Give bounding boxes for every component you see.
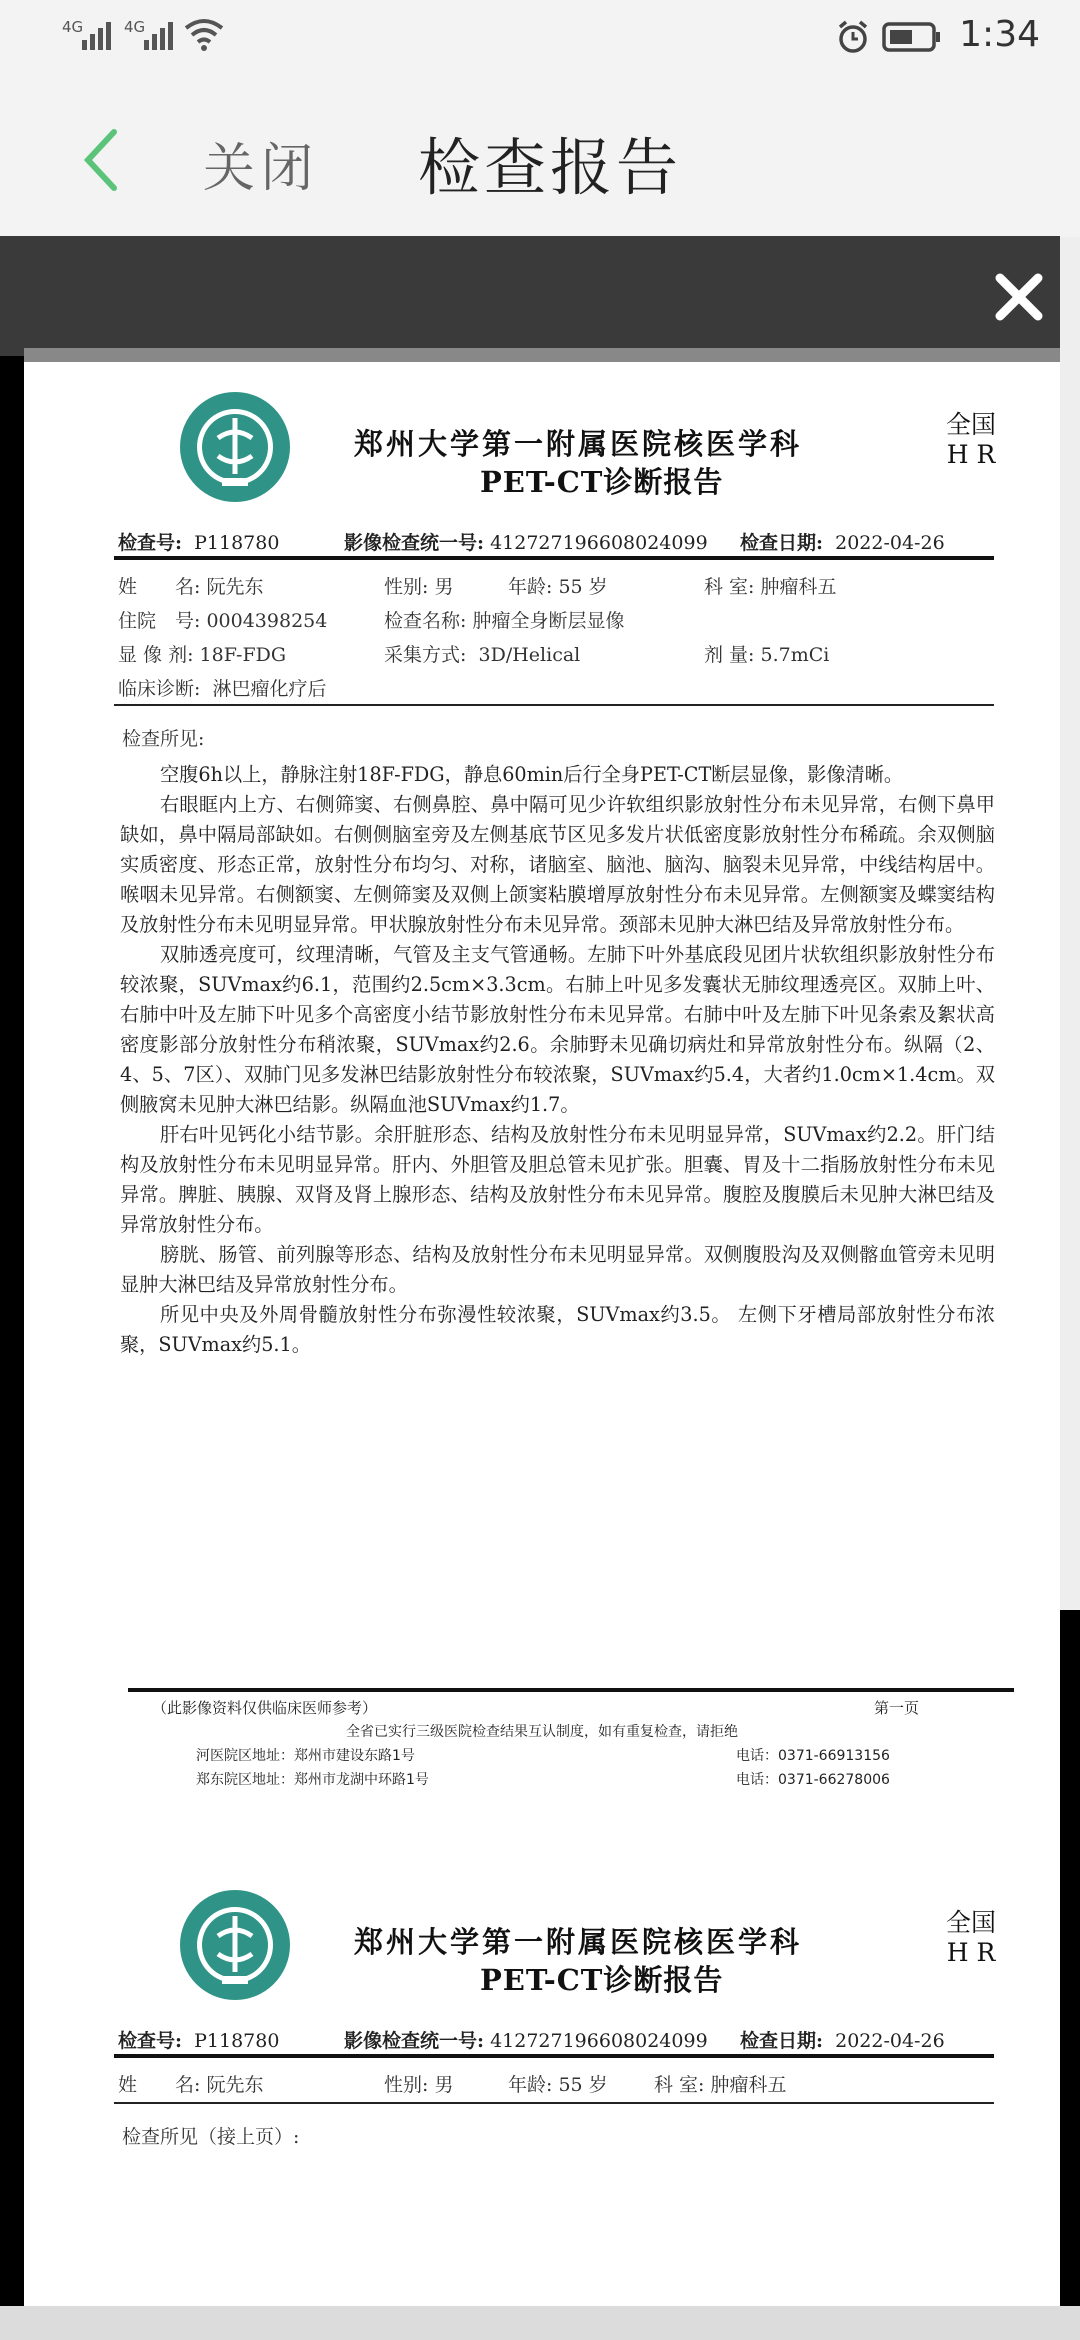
signal-bars-icon (82, 22, 116, 50)
wifi-icon (184, 18, 224, 52)
acquisition-method: 采集方式: 3D/Helical (384, 644, 581, 666)
patient-age-2: 年龄: 55 岁 (508, 2074, 608, 2096)
findings-paragraph: 肝右叶见钙化小结节影。余肝脏形态、结构及放射性分布未见明显异常，SUVmax约2.2。肝门结构及放射性分布未见明显异常。肝内、外胆管及胆总管未见扩张。胆囊、胃及十二指肠放射性分布未见异常。脾脏、胰腺、双肾及肾上腺形态、结构及放射性分布未见异常。腹腔及腹膜后未见肿大淋巴结及异常放射性分布。 (120, 1123, 995, 1236)
findings-label: 检查所见: (122, 728, 205, 750)
findings-paragraph: 所见中央及外周骨髓放射性分布弥漫性较浓聚，SUVmax约3.5。 左侧下牙槽局部放射性分布浓聚，SUVmax约5.1。 (120, 1303, 995, 1356)
department-2: 科 室: 肿瘤科五 (654, 2074, 787, 2096)
imaging-agent: 显 像 剂: 18F-FDG (118, 644, 287, 666)
findings-paragraph: 空腹6h以上，静脉注射18F-FDG，静息60min后行全身PET-CT断层显像，影像清晰。 (160, 763, 904, 786)
findings-paragraph: 右眼眶内上方、右侧筛窦、右侧鼻腔、鼻中隔可见少许软组织影放射性分布未见异常，右侧下鼻甲缺如，鼻中隔局部缺如。右侧侧脑室旁及左侧基底节区见多发片状低密度影放射性分布稀疏。余双侧脑实质密度、形态正常，放射性分布均匀、对称，诸脑室、脑池、脑沟、脑裂未见异常，中线结构居中。喉咽未见异常。右侧额窦、左侧筛窦及双侧上颌窦粘膜增厚放射性分布未见异常。左侧额窦及蝶窦结构及放射性分布未见明显异常。甲状腺放射性分布未见异常。颈部未见肿大淋巴结及异常放射性分布。 (120, 793, 995, 936)
inpatient-no: 住院 号: 0004398254 (118, 610, 328, 632)
report-title-2: PET-CT诊断报告 (480, 1963, 724, 1997)
exam-no-2: 检查号: P118780 (118, 2030, 280, 2052)
dose: 剂 量: 5.7mCi (704, 644, 830, 666)
campus-address-1: 河医院区地址：郑州市建设东路1号 (196, 1748, 415, 1764)
findings-paragraph: 膀胱、肠管、前列腺等形态、结构及放射性分布未见明显异常。双侧腹股沟及双侧髂血管旁未见明显肿大淋巴结及异常放射性分布。 (120, 1243, 995, 1296)
page-number: 第一页 (874, 1699, 920, 1717)
viewer-toolbar (0, 236, 1060, 356)
hr-badge: 全国 H R (945, 410, 996, 469)
findings-text (120, 760, 995, 1360)
hospital-name: 郑州大学第一附属医院核医学科 (354, 427, 803, 461)
department: 科 室: 肿瘤科五 (704, 576, 837, 598)
patient-sex-2: 性别: 男 (384, 2074, 454, 2096)
hr-badge-2: 全国 H R (945, 1908, 996, 1967)
hospital-seal-logo-2 (178, 1888, 292, 2002)
campus-address-2: 郑东院区地址：郑州市龙湖中环路1号 (196, 1772, 429, 1788)
exam-name: 检查名称: 肿瘤全身断层显像 (384, 610, 625, 632)
patient-name-2: 姓 名: 阮先东 (118, 2074, 264, 2096)
campus-phone-1: 电话：0371-66913156 (736, 1748, 890, 1764)
exam-date-2: 检查日期: 2022-04-26 (740, 2030, 945, 2052)
continued-findings-label: 检查所见（接上页）: (122, 2126, 300, 2148)
exam-no: 检查号: P118780 (118, 532, 280, 554)
exam-date: 检查日期: 2022-04-26 (740, 532, 945, 554)
patient-age: 年龄: 55 岁 (508, 576, 608, 598)
report-title: PET-CT诊断报告 (480, 465, 724, 499)
close-button[interactable]: 关闭 (203, 139, 320, 199)
page-title: 检查报告 (418, 131, 683, 204)
findings-paragraph: 双肺透亮度可，纹理清晰，气管及主支气管通畅。左肺下叶外基底段见团片状软组织影放射性分布较浓聚，SUVmax约6.1，范围约2.5cm×3.3cm。右肺上叶见多发囊状无肺纹理透亮区。双肺上叶、右肺中叶及左肺下叶见多个高密度小结节影放射性分布未见异常。右肺中叶及左肺下叶见条索及絮状高密度影部分放射性分布稍浓聚，SUVmax约2.6。余肺野未见确切病灶和异常放射性分布。纵隔（2、4、5、7区）、双肺门见多发淋巴结影放射性分布较浓聚，SUVmax约5.4，大者约1.0cm×1.4cm。双侧腋窝未见肿大淋巴结影。纵隔血池SUVmax约1.7。 (120, 943, 995, 1116)
hospital-name-2: 郑州大学第一附属医院核医学科 (354, 1925, 803, 1959)
image-id: 影像检查统一号: 412727196608024099 (344, 532, 708, 554)
image-id-2: 影像检查统一号: 412727196608024099 (344, 2030, 708, 2052)
footer-note: （此影像资料仅供临床医师参考） (152, 1699, 378, 1717)
alarm-icon (836, 20, 870, 54)
back-chevron-icon[interactable] (80, 120, 140, 200)
footer-notice: 全省已实行三级医院检查结果互认制度，如有重复检查，请拒绝 (346, 1724, 738, 1740)
patient-sex: 性别: 男 (384, 576, 454, 598)
hospital-seal-logo (178, 390, 292, 504)
clock: 1:34 (959, 14, 1040, 55)
status-bar (0, 0, 1080, 72)
battery-icon (882, 22, 942, 52)
campus-phone-2: 电话：0371-66278006 (736, 1772, 890, 1788)
signal-label-1: 4G (62, 18, 84, 36)
signal-bars-icon-2 (144, 22, 178, 50)
close-viewer-icon[interactable] (994, 272, 1044, 322)
patient-name: 姓 名: 阮先东 (118, 576, 264, 598)
signal-label-2: 4G (124, 18, 146, 36)
clinical-diagnosis: 临床诊断: 淋巴瘤化疗后 (118, 678, 327, 700)
